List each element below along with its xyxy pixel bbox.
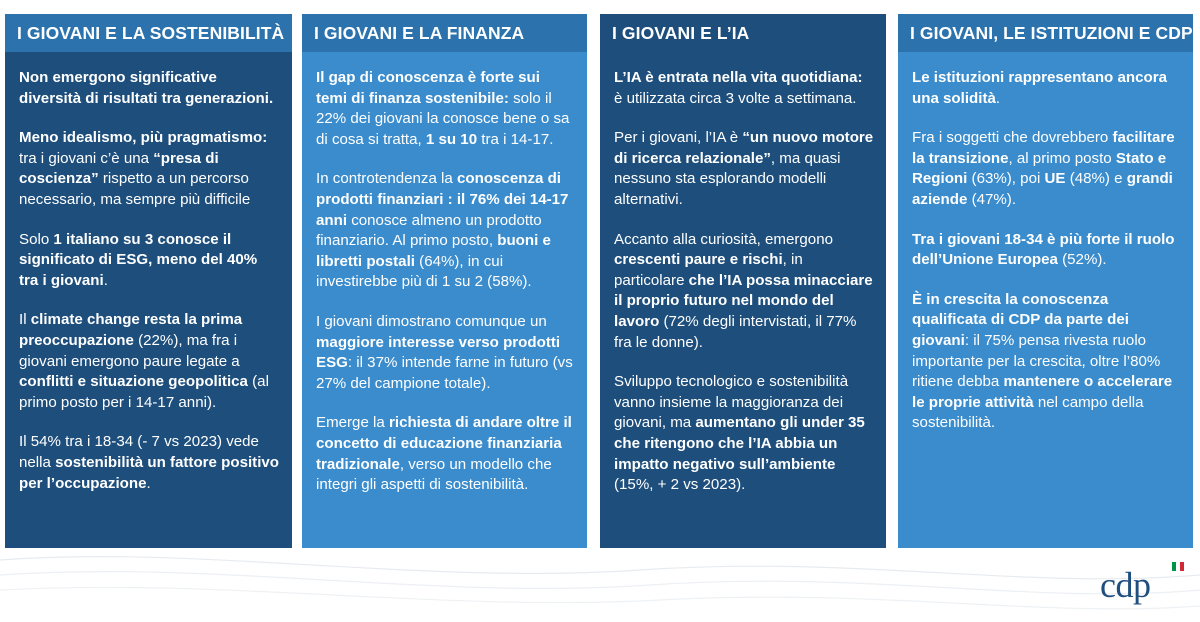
column-title: I GIOVANI E LA FINANZA: [302, 14, 587, 52]
column-title: I GIOVANI, LE ISTITUZIONI E CDP: [898, 14, 1193, 52]
bold-text: crescenti paure e rischi: [614, 251, 783, 269]
paragraph: [912, 128, 1181, 210]
text: (64%), in cui investirebbe più di 1 su 2 (58%).: [316, 252, 532, 291]
text: Accanto alla curiosità, emergono: [614, 230, 833, 248]
bold-text: richiesta di andare oltre il concetto di educazione finanziaria tradizionale: [316, 414, 572, 473]
text: .: [103, 271, 108, 289]
paragraph: [19, 432, 280, 494]
text: In controtendenza la: [316, 170, 457, 188]
text: , ma quasi nessuno sta esplorando modelli alternativi.: [614, 149, 841, 208]
bold-text: È in crescita la conoscenza qualificata di CDP da parte dei giovani: [912, 290, 1129, 349]
bold-text: Il gap di conoscenza è forte sui temi di finanza sostenibile:: [316, 69, 540, 107]
text: (63%), poi: [967, 170, 1045, 188]
text: Solo: [19, 230, 54, 248]
column-sostenibilita: [5, 14, 292, 548]
bold-text: climate change resta la prima preoccupazione: [19, 311, 243, 349]
column-title: I GIOVANI E L’IA: [600, 14, 886, 52]
bold-text: maggiore interesse verso prodotti ESG: [316, 333, 561, 372]
text: (22%), ma fra i giovani emergono paure legate a: [19, 331, 240, 370]
bold-text: Non emergono significative diversità di risultati tra generazioni.: [19, 69, 274, 107]
column-ia: [600, 14, 886, 548]
paragraph: [912, 68, 1181, 109]
bold-text: buoni e libretti postali: [316, 232, 551, 270]
bold-text: 1 su 10: [425, 130, 478, 148]
text: Sviluppo tecnologico e sostenibilità vanno insieme la maggioranza dei giovani, ma: [614, 373, 849, 432]
flag-stripe-red: [1180, 562, 1184, 571]
text: , verso un modello che integri gli aspetti di sostenibilità.: [316, 455, 552, 494]
bold-text: “presa di coscienza”: [19, 149, 219, 188]
bold-text: che l’IA possa minacciare il proprio futuro nel mondo del lavoro: [614, 271, 873, 330]
column-body: [302, 52, 587, 496]
text: (47%).: [967, 190, 1017, 208]
text: (52%).: [1057, 251, 1107, 269]
text: .: [995, 89, 1001, 107]
paragraph: [316, 312, 575, 394]
column-title: I GIOVANI E LA SOSTENIBILITÀ: [5, 14, 292, 52]
column-finanza: [302, 14, 587, 548]
paragraph: [316, 413, 575, 495]
text: Il: [19, 311, 31, 329]
text: solo il 22% dei giovani la conosce bene o sa di cosa si tratta,: [316, 89, 570, 148]
cdp-logo-text: cdp: [1100, 565, 1151, 605]
text: tra i giovani c’è una: [19, 149, 154, 167]
cdp-logo: [1100, 560, 1190, 610]
text: , in particolare: [614, 251, 803, 289]
bold-text: L’IA è entrata nella vita quotidiana:: [614, 69, 863, 86]
text: : il 37% intende farne in futuro (vs 27% del campione totale).: [316, 354, 573, 392]
column-body: [898, 52, 1193, 434]
bold-text: Tra i giovani 18-34 è più forte il ruolo dell’Unione Europea: [912, 230, 1175, 269]
column-istituzioni-cdp: [898, 14, 1193, 548]
paragraph: [912, 290, 1181, 434]
text: (al primo posto per i 14-17 anni).: [19, 373, 269, 411]
column-body: [600, 52, 886, 496]
italian-flag-icon: [1172, 562, 1186, 571]
text: Per i giovani, l’IA è: [614, 129, 743, 147]
bold-text: conflitti e situazione geopolitica: [19, 373, 248, 391]
bold-text: Meno idealismo, più pragmatismo:: [19, 129, 268, 147]
bold-text: aumentano gli under 35 che ritengono che l’IA abbia un impatto negativo sull’ambiente: [614, 414, 865, 473]
text: , al primo posto: [1008, 149, 1116, 167]
bold-text: facilitare la transizione: [912, 129, 1175, 167]
text: rispetto a un percorso necessario, ma sempre più difficile: [19, 170, 251, 208]
paragraph: [316, 68, 575, 150]
text: (72% degli intervistati, il 77% fra le donne).: [614, 312, 857, 351]
bold-text: “un nuovo motore di ricerca relazionale”: [614, 129, 874, 167]
text: Il 54% tra i 18-34 (- 7 vs 2023) vede nella: [19, 433, 259, 471]
paragraph: [19, 68, 280, 109]
bold-text: Le istituzioni rappresentano ancora una solidità: [912, 69, 1167, 107]
paragraph: [614, 230, 874, 354]
bold-text: mantenere o accelerare le proprie attività: [912, 373, 1173, 411]
paragraph: [912, 230, 1181, 271]
paragraph: [19, 310, 280, 413]
paragraph: [614, 128, 874, 210]
text: Emerge la: [316, 414, 389, 432]
text: è utilizzata circa 3 volte a settimana.: [614, 89, 857, 107]
text: : il 75% pensa rivesta ruolo importante per la crescita, oltre l’80% ritiene debba: [912, 331, 1161, 391]
text: tra i 14-17.: [477, 130, 554, 148]
bold-text: 1 italiano su 3 conosce il significato di ESG, meno del 40% tra i giovani: [19, 230, 258, 289]
bold-text: conoscenza di prodotti finanziari : il 76% dei 14-17 anni: [316, 170, 569, 229]
bold-text: UE: [1044, 170, 1066, 188]
paragraph: [19, 128, 280, 210]
text: nel campo della sostenibilità.: [912, 393, 1144, 432]
bold-text: sostenibilità un fattore positivo per l’occupazione: [19, 453, 280, 492]
text: Fra i soggetti che dovrebbero: [912, 129, 1113, 147]
text: .: [146, 474, 151, 492]
text: (15%, + 2 vs 2023).: [614, 476, 746, 494]
bold-text: Stato e Regioni: [912, 149, 1167, 188]
bold-text: grandi aziende: [912, 170, 1173, 208]
paragraph: [614, 68, 874, 109]
paragraph: [316, 169, 575, 293]
text: (48%) e: [1065, 170, 1127, 188]
paragraph: [19, 230, 280, 292]
paragraph: [614, 372, 874, 496]
text: I giovani dimostrano comunque un: [316, 312, 547, 330]
text: conosce almeno un prodotto finanziario. Al primo posto,: [316, 211, 542, 250]
column-body: [5, 52, 292, 494]
